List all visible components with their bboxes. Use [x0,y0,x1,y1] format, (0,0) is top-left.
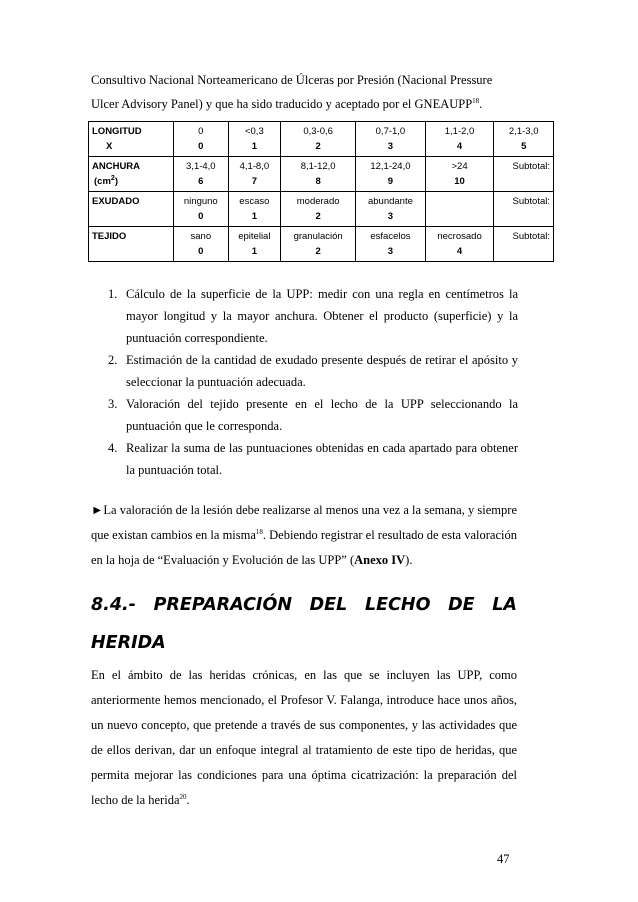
section-heading: 8.4.- PREPARACIÓN DEL LECHO DE LA HERIDA [91,595,517,653]
intro-line-2: Ulcer Advisory Panel) y que ha sido traducido y aceptado por el GNEAUPP$^{18}$. [91,96,483,111]
body-paragraph: En el ámbito de las heridas crónicas, en las que se incluyen las UPP, como anteriormente hemos mencionado, el Profesor V. Falanga, introduce hace unos años, un nuevo concepto, que pretende a través de sus componentes, y las actividades que de ellos derivan, dar un enfoque integral al tratamiento de este tipo de heridas, que permita mejorar las condiciones para una óptima cicatrización: la preparación del lecho de la herida$^{20}$. [91,668,517,807]
table-cell: >24 10 [425,157,494,192]
row-label: ANCHURA $(cm^2)$ [89,157,174,192]
table-cell: abundante 3 [356,192,425,227]
table-cell: escaso 1 [228,192,280,227]
pressure-ulcer-scale-table [88,121,554,262]
table-cell: 3,1-4,0 6 [174,157,229,192]
table-cell: esfacelos 3 [356,227,425,262]
table-cell: necrosado 4 [425,227,494,262]
table-cell: 0,3-0,6 2 [281,122,356,157]
table-row [89,227,554,262]
table-cell [425,192,494,227]
footnote-ref: 20 [179,792,187,801]
subtotal-cell: Subtotal: [494,192,554,227]
subtotal-cell: Subtotal: [494,157,554,192]
table-cell: 0 0 [174,122,229,157]
intro-line-1: Consultivo Nacional Norteamericano de Úlceras por Presión (Nacional Pressure [91,73,493,87]
row-label: EXUDADO [89,192,174,227]
list-item: 1. Cálculo de la superficie de la UPP: medir con una regla en centímetros la mayor longitud y la mayor anchura. Obtener el producto (superficie) y la puntuación correspondiente. [108,287,518,345]
table-cell: 2,1-3,0 5 [494,122,554,157]
list-item: 2. Estimación de la cantidad de exudado presente después de retirar el apósito y seleccionar la puntuación adecuada. [108,353,518,389]
table-cell: sano 0 [174,227,229,262]
table-cell: 4,1-8,0 7 [228,157,280,192]
table-cell: ninguno 0 [174,192,229,227]
annex-reference: Anexo IV [354,553,406,567]
page-number: 47 [497,852,510,866]
footnote-ref: 18 [472,96,480,105]
list-item: 3. Valoración del tejido presente en el lecho de la UPP seleccionando la puntuación que le corresponda. [108,397,518,433]
table-cell: 8,1-12,0 8 [281,157,356,192]
table-cell: <0,3 1 [228,122,280,157]
table-cell: moderado 2 [281,192,356,227]
subtotal-cell: Subtotal: [494,227,554,262]
table-cell: 1,1-2,0 4 [425,122,494,157]
list-item: 4. Realizar la suma de las puntuaciones obtenidas en cada apartado para obtener la puntuación total. [108,441,518,477]
table-cell: 12,1-24,0 9 [356,157,425,192]
row-label: LONGITUD X [89,122,174,157]
table-cell: epitelial 1 [228,227,280,262]
table-row [89,157,554,192]
valoracion-paragraph: ►La valoración de la lesión debe realizarse al menos una vez a la semana, y siempre que existan cambios en la misma$^{18}$. Debiendo registrar el resultado de esta valoración en la hoja de “Evaluación y Evolución de las UPP” (Anexo IV). [91,503,517,567]
table-row [89,122,554,157]
intro-paragraph [91,68,517,116]
table-cell: granulación 2 [281,227,356,262]
footnote-ref: 18 [255,527,263,536]
table-row [89,192,554,227]
row-label: TEJIDO [89,227,174,262]
table-cell: 0,7-1,0 3 [356,122,425,157]
steps-list [108,283,518,481]
